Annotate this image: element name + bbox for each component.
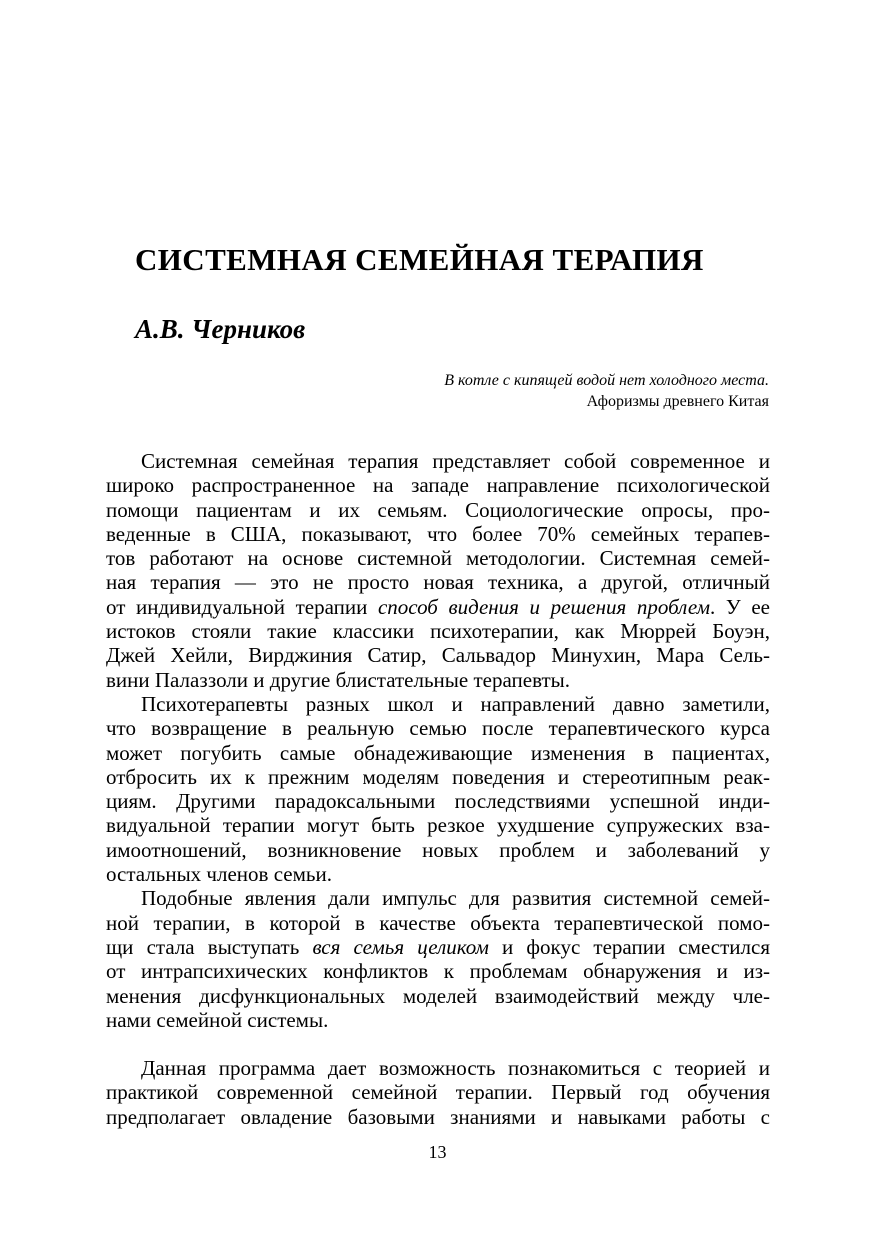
text-line: менения дисфункциональных моделей взаимодействий между чле- (106, 983, 770, 1008)
text-line: тов работают на основе системной методологии. Системная семей- (106, 546, 770, 571)
text-line: веденные в США, показывают, что более 70% семейных терапев- (106, 521, 770, 546)
page-number: 13 (428, 1142, 447, 1162)
text-line: Джей Хейли, Вирджиния Сатир, Сальвадор Минухин, Мара Сель- (106, 643, 770, 668)
text-line (106, 935, 770, 959)
text-line: может погубить самые обнадеживающие изменения в пациентах, (106, 740, 770, 765)
text-line: вини Палаззоли и другие блистательные терапевты. (106, 667, 570, 692)
text-segment: и фокус терапии сместился (488, 934, 770, 959)
text-line: нами семейной системы. (106, 1007, 329, 1032)
paragraph-4 (106, 1056, 770, 1129)
text-line: остальных членов семьи. (106, 862, 332, 887)
epigraph-source: Афоризмы древнего Китая (586, 393, 769, 410)
text-line: широко распространенное на западе направление психологической (106, 473, 770, 498)
text-line: ной терапии, в которой в качестве объекта терапевтической помо- (106, 910, 770, 935)
text-line: циям. Другими парадоксальными последствиями успешной инди- (106, 789, 770, 814)
text-line: предполагает овладение базовыми знаниями и навыками работы с (106, 1104, 770, 1129)
emphasis-text: способ видения и решения проблем (377, 594, 711, 619)
text-line: истоков стояли такие классики психотерапии, как Мюррей Боуэн, (106, 619, 770, 644)
text-line: Системная семейная терапия представляет собой современное и (141, 449, 770, 473)
text-segment: щи стала выступать (106, 934, 313, 959)
paragraph-3 (106, 886, 770, 1032)
text-line (106, 595, 770, 619)
text-line: Психотерапевты разных школ и направлений давно заметили, (141, 691, 770, 716)
paragraph-2 (106, 692, 770, 886)
text-line: Данная программа дает возможность познакомиться с теорией и (141, 1056, 770, 1081)
text-line: имоотношений, возникновение новых проблем и заболеваний у (106, 837, 770, 862)
author-name: А.В. Черников (135, 314, 306, 344)
text-segment: от индивидуальной терапии (106, 594, 378, 619)
text-line: отбросить их к прежним моделям поведения и стереотипным реак- (106, 764, 770, 789)
epigraph (249, 370, 769, 412)
text-segment: . У ее (710, 594, 770, 619)
text-line: что возвращение в реальную семью после терапевтического курса (106, 716, 770, 741)
text-line: видуальной терапии могут быть резкое ухудшение супружеских вза- (106, 813, 770, 838)
text-line: от интрапсихических конфликтов к проблемам обнаружения и из- (106, 959, 770, 984)
text-line: практикой современной семейной терапии. Первый год обучения (106, 1080, 770, 1105)
chapter-title: СИСТЕМНАЯ СЕМЕЙНАЯ ТЕРАПИЯ (135, 242, 704, 277)
paragraph-1 (106, 449, 770, 692)
paragraph-spacer (106, 1032, 770, 1056)
epigraph-quote: В котле с кипящей водой нет холодного места. (444, 372, 769, 389)
emphasis-text: вся семья целиком (312, 934, 489, 959)
text-line: ная терапия — это не просто новая техника, а другой, отличный (106, 570, 770, 595)
text-line: Подобные явления дали импульс для развития системной семей- (141, 886, 770, 911)
text-line: помощи пациентам и их семьям. Социологические опросы, про- (106, 497, 770, 522)
body-text (106, 449, 770, 1129)
